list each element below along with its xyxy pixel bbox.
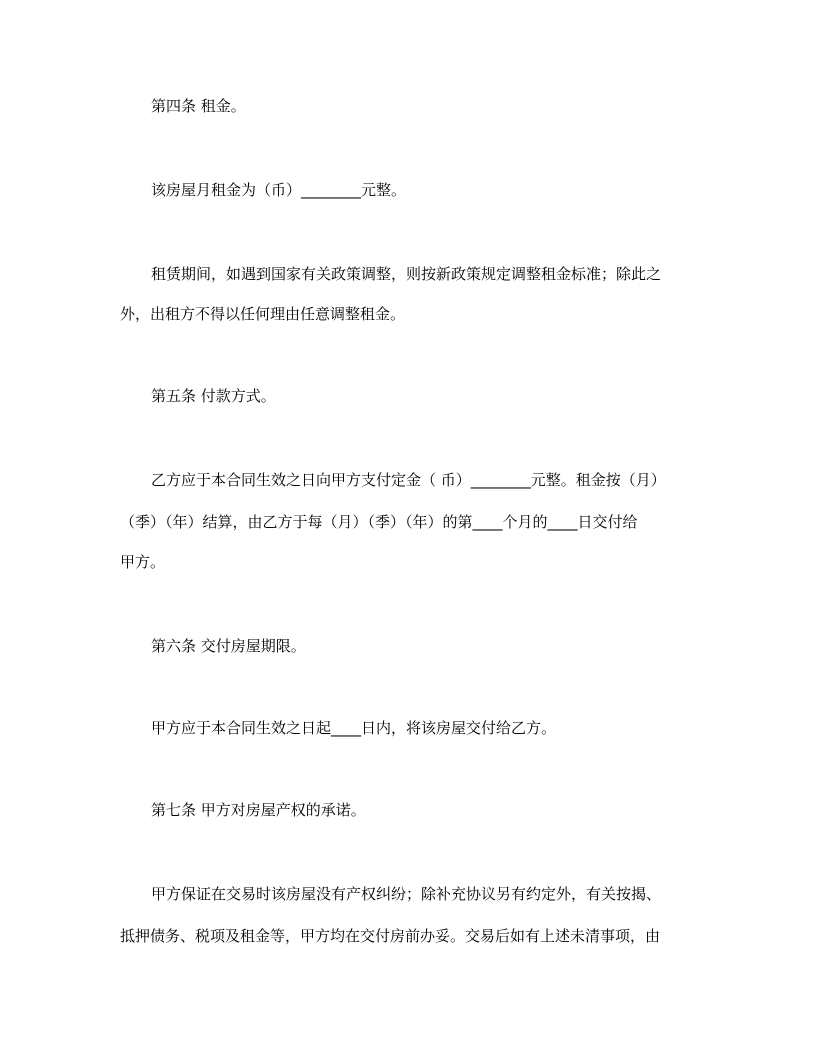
payment-clause-line-3: 甲方。 [120, 553, 166, 571]
rent-adjustment-line-1: 租赁期间，如遇到国家有关政策调整，则按新政策规定调整租金标准；除此之 [151, 265, 662, 283]
payment-clause-line-2: （季）（年）结算，由乙方于每（月）（季）（年）的第____个月的____日交付给 [120, 513, 638, 531]
monthly-rent-clause: 该房屋月租金为（币）________元整。 [151, 181, 407, 199]
rent-adjustment-line-2: 外，出租方不得以任何理由任意调整租金。 [120, 305, 406, 323]
article-5-heading: 第五条 付款方式。 [151, 387, 276, 405]
delivery-clause: 甲方应于本合同生效之日起____日内，将该房屋交付给乙方。 [151, 719, 557, 737]
payment-clause-line-1: 乙方应于本合同生效之日向甲方支付定金（ 币）________元整。租金按（月） [151, 471, 666, 489]
article-6-heading: 第六条 交付房屋期限。 [151, 637, 306, 655]
article-7-heading: 第七条 甲方对房屋产权的承诺。 [151, 801, 366, 819]
title-warranty-line-1: 甲方保证在交易时该房屋没有产权纠纷；除补充协议另有约定外，有关按揭、 [151, 885, 662, 903]
article-4-heading: 第四条 租金。 [151, 97, 246, 115]
title-warranty-line-2: 抵押债务、税项及租金等，甲方均在交付房前办妥。交易后如有上述未清事项，由 [120, 927, 661, 945]
